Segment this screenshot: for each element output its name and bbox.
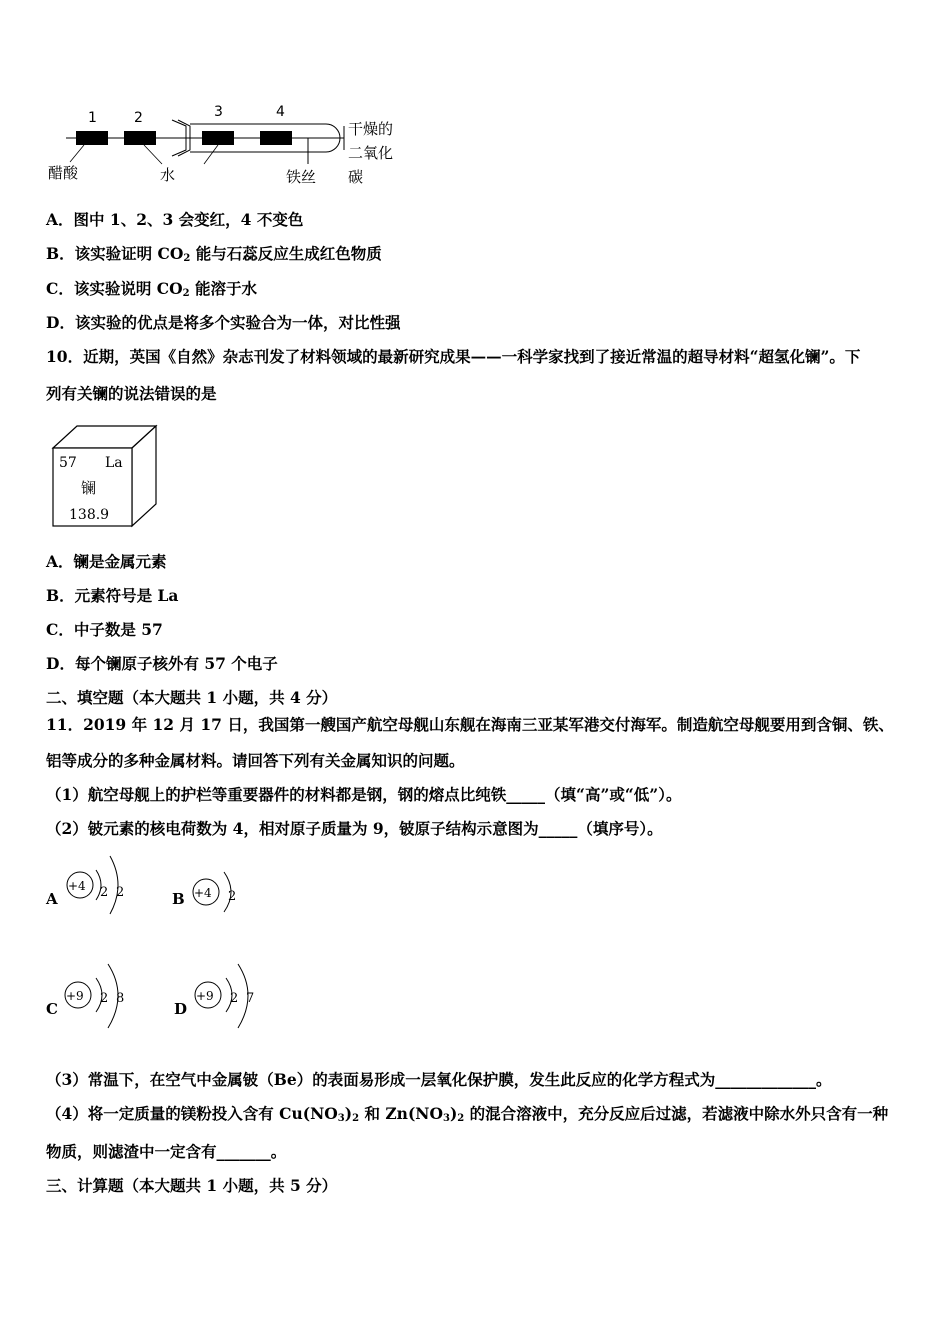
q10-option-a: A．镧是金属元素 xyxy=(46,552,167,571)
strip-3 xyxy=(202,131,234,145)
label-2: 2 xyxy=(134,110,143,126)
lanthanum-element-card xyxy=(50,424,162,530)
strip-2 xyxy=(124,131,156,145)
diagram-b-label: B xyxy=(172,890,185,908)
q11-part3: （3）常温下，在空气中金属铍（Be）的表面易形成一层氧化保护膜，发生此反应的化学方程式为_____________。 xyxy=(46,1070,832,1089)
atom-diagram-b xyxy=(186,862,246,918)
q10-stem-line1: 10．近期，英国《自然》杂志刊发了材料领域的最新研究成果——一科学家找到了接近常温的超导材料“超氢化镧”。下 xyxy=(46,347,861,366)
nucleus-charge: +4 xyxy=(194,886,212,900)
section2-title: 二、填空题（本大题共 1 小题，共 4 分） xyxy=(46,688,338,707)
q9-option-b: B．该实验证明 $CO_2$ 能与石蕊反应生成红色物质 xyxy=(46,244,382,264)
shell-1-electrons: 2 xyxy=(230,991,239,1006)
atomic-mass: 138.9 xyxy=(69,507,110,523)
q11-part4-line2: 物质，则滤渣中一定含有_______。 xyxy=(46,1142,287,1161)
atom-diagram-c xyxy=(60,962,140,1032)
dry-co2-label-3: 碳 xyxy=(348,168,364,186)
q11-part4-line1: （4）将一定质量的镁粉投入含有 $Cu(NO_3)_2$ 和 $Zn(NO_3)_2$ 的混合溶液中，充分反应后过滤，若滤液中除水外只含有一种 xyxy=(46,1104,889,1124)
label-4: 4 xyxy=(276,104,285,120)
element-symbol: La xyxy=(105,455,123,471)
water-label: 水 xyxy=(160,166,176,184)
iron-wire-label: 铁丝 xyxy=(286,168,317,186)
q11-stem-line2: 铝等成分的多种金属材料。请回答下列有关金属知识的问题。 xyxy=(46,751,465,770)
atom-diagram-d xyxy=(190,962,270,1032)
nucleus-charge: +9 xyxy=(66,989,84,1003)
atom-diagram-a xyxy=(60,852,140,922)
acetic-acid-label: 醋酸 xyxy=(48,164,79,182)
dry-co2-label-2: 二氧化 xyxy=(348,144,394,162)
q10-option-c: C．中子数是 57 xyxy=(46,620,163,639)
shell-1-electrons: 2 xyxy=(100,991,109,1006)
dry-co2-label-1: 干燥的 xyxy=(348,120,394,138)
q10-option-d: D．每个镧原子核外有 57 个电子 xyxy=(46,654,278,673)
q11-part2: （2）铍元素的核电荷数为 4，相对原子质量为 9，铍原子结构示意图为_____（填序号）。 xyxy=(46,819,663,838)
q10-stem-line2: 列有关镧的说法错误的是 xyxy=(46,384,217,403)
label-1: 1 xyxy=(88,110,97,126)
section3-title: 三、计算题（本大题共 1 小题，共 5 分） xyxy=(46,1176,338,1195)
strip-1 xyxy=(76,131,108,145)
diagram-d-label: D xyxy=(174,1000,188,1018)
element-name: 镧 xyxy=(81,479,97,497)
shell-2-electrons: 2 xyxy=(116,885,125,900)
diagram-a-label: A xyxy=(46,890,58,908)
shell-1-electrons: 2 xyxy=(100,885,109,900)
q9-option-a: A．图中 1、2、3 会变红，4 不变色 xyxy=(46,210,304,229)
nucleus-charge: +4 xyxy=(68,879,86,893)
q11-stem-line1: 11．2019 年 12 月 17 日，我国第一艘国产航空母舰山东舰在海南三亚某军港交付海军。制造航空母舰要用到含铜、铁、 xyxy=(46,715,894,734)
q9-option-c: C．该实验说明 $CO_2$ 能溶于水 xyxy=(46,279,257,299)
q9-option-d: D．该实验的优点是将多个实验合为一体，对比性强 xyxy=(46,313,401,332)
atomic-number: 57 xyxy=(59,455,77,471)
experiment-apparatus-figure xyxy=(44,98,414,190)
shell-2-electrons: 7 xyxy=(246,991,255,1006)
shell-1-electrons: 2 xyxy=(228,889,237,904)
q11-part1: （1）航空母舰上的护栏等重要器件的材料都是钢，钢的熔点比纯铁_____（填“高”或“低”）。 xyxy=(46,785,682,804)
label-3: 3 xyxy=(214,104,223,120)
q10-option-b: B．元素符号是 La xyxy=(46,586,179,605)
nucleus-charge: +9 xyxy=(196,989,214,1003)
diagram-c-label: C xyxy=(46,1000,58,1018)
shell-2-electrons: 8 xyxy=(116,991,125,1006)
